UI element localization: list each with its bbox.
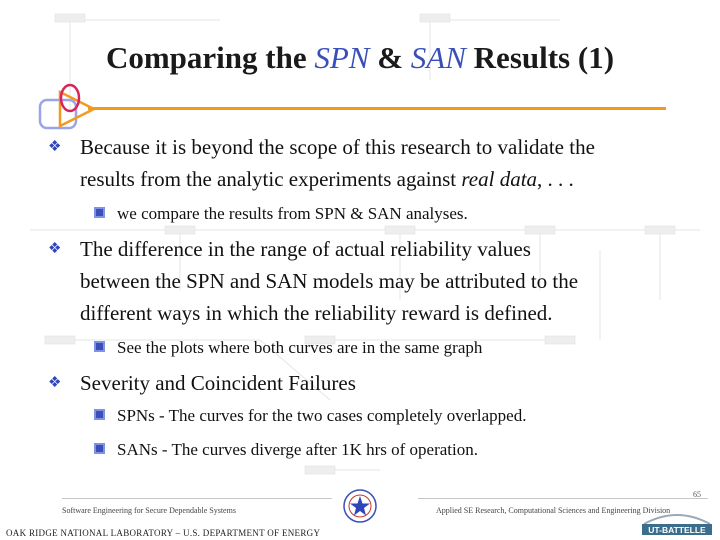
title-spn: SPN [314,40,370,75]
subbullet-1: we compare the results from SPN & SAN analyses. [117,202,468,226]
footer-divider-left [62,498,332,499]
doe-seal-icon [342,488,378,524]
footer-divider-right [418,498,708,499]
title-underline [88,107,666,110]
bullet-2-line-2: between the SPN and SAN models may be attributed to the [80,269,579,293]
square-bullet-icon [94,409,105,420]
subbullet-2: See the plots where both curves are in the same graph [117,336,482,360]
bullet-3 [48,367,700,399]
slide-title: Comparing the SPN & SAN Results (1) [105,40,615,75]
square-bullet-icon [94,207,105,218]
subbullet-4: SANs - The curves diverge after 1K hrs of operation. [117,438,478,462]
diamond-bullet-icon: ❖ [48,139,62,155]
diamond-bullet-icon: ❖ [48,241,62,257]
bullet-3-line-1: Severity and Coincident Failures [80,371,356,395]
footer-right-text: Applied SE Research, Computational Sciences and Engineering Division [436,506,671,515]
bullet-2-line-3: different ways in which the reliability reward is defined. [80,301,553,325]
ut-battelle-logo-icon [640,504,714,536]
square-bullet-icon [94,341,105,352]
page-number: 65 [693,490,701,499]
diamond-bullet-icon: ❖ [48,375,62,391]
footer-left-text: Software Engineering for Secure Dependable Systems [62,506,236,515]
bullet-1-line-1: Because it is beyond the scope of this research to validate the [80,135,595,159]
bullet-2-line-1: The difference in the range of actual reliability values [80,237,531,261]
title-san: SAN [410,40,466,75]
bullet-2 [48,233,700,329]
org-name: OAK RIDGE NATIONAL LABORATORY – U.S. DEPARTMENT OF ENERGY [6,528,321,538]
square-bullet-icon [94,443,105,454]
svg-text:UT-BATTELLE: UT-BATTELLE [648,525,706,535]
subbullet-3: SPNs - The curves for the two cases completely overlapped. [117,404,526,428]
bullet-1-line-2: results from the analytic experiments against real data, . . . [80,167,574,191]
bullet-1 [48,131,700,195]
